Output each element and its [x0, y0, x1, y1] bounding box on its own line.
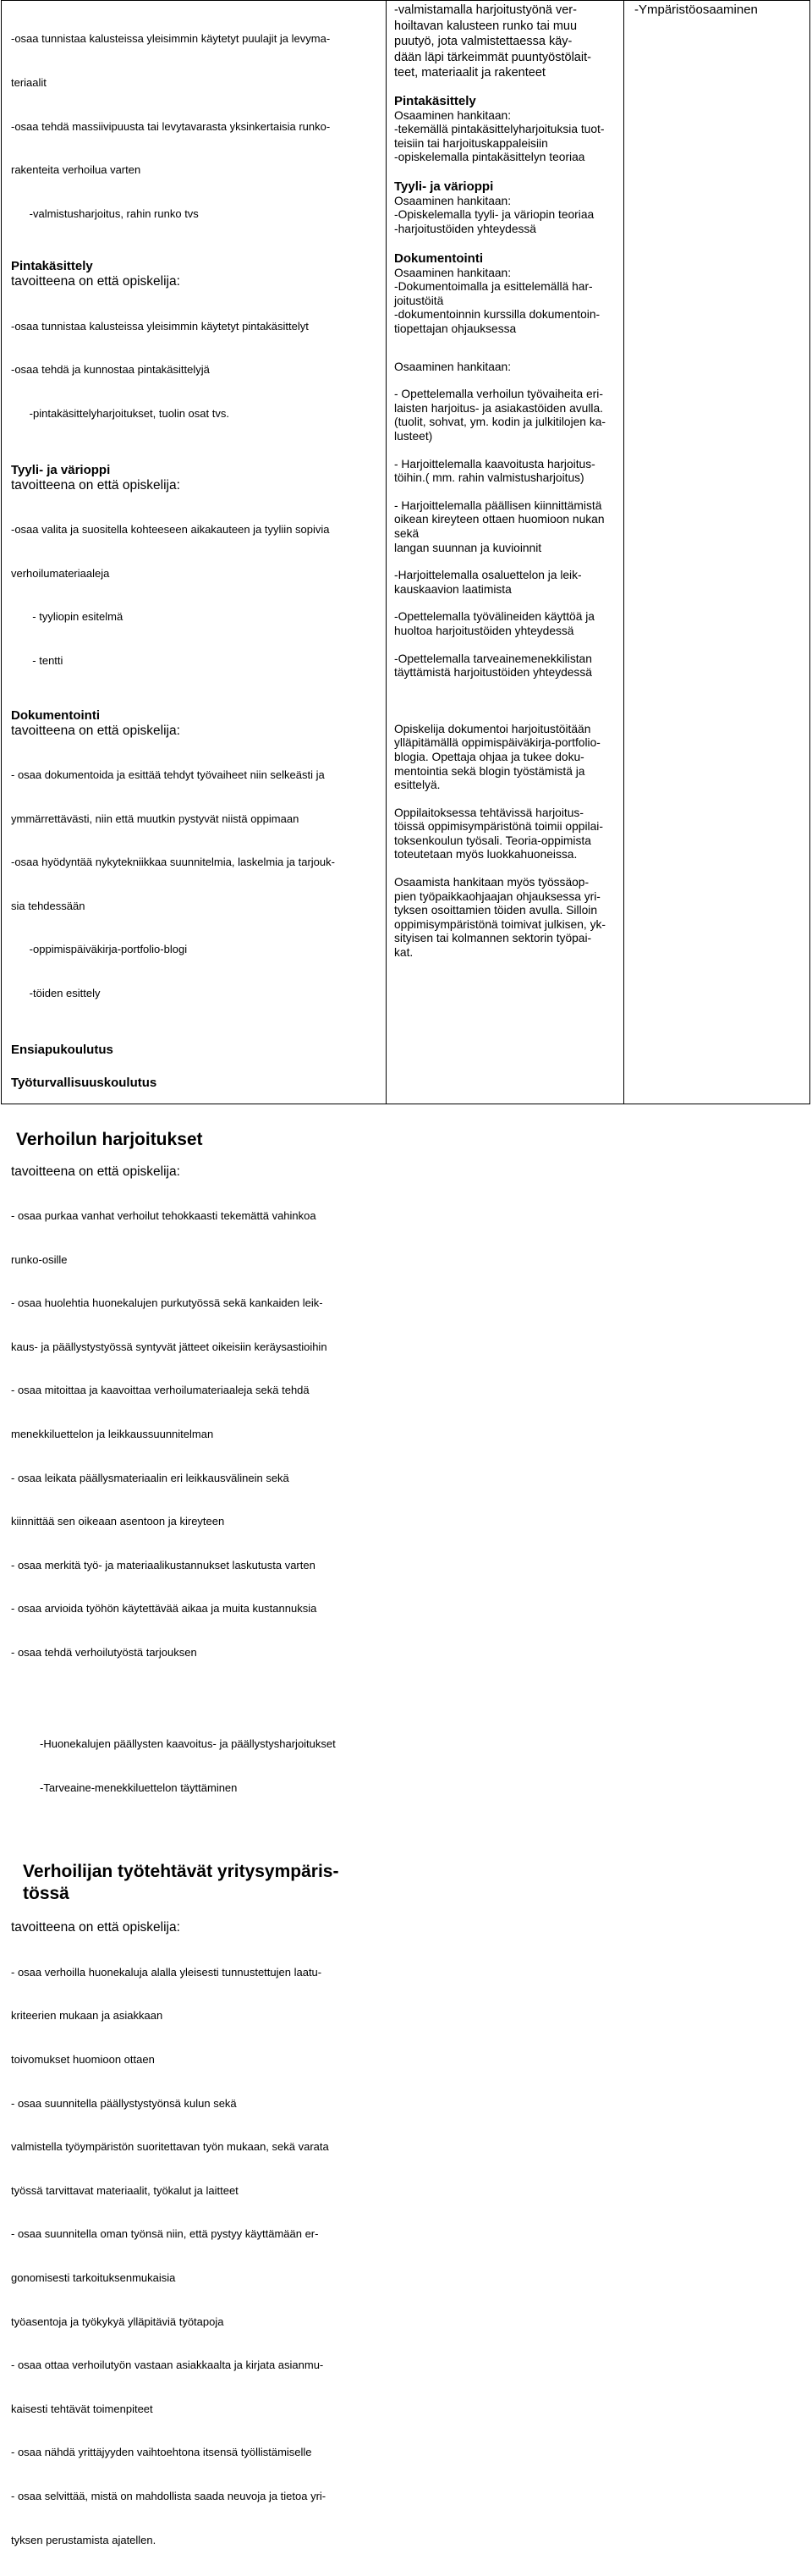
section-heading-tyyli: Tyyli- ja värioppi [11, 462, 111, 477]
intro-block: -valmistamalla harjoitustyönä ver- hoiltavan kalusteen runko tai muu puutyö, jota valmistettaessa käy- dään läpi tärkeimmät puuntyöstölait- teet, materiaalit ja rakenteet [394, 3, 591, 80]
method-group: -Opettelemalla työvälineiden käyttöä ja huoltoa harjoitustöiden yhteydessä [394, 610, 595, 637]
methods-column [388, 0, 622, 960]
section-heading-tyoturvallisuus: Työturvallisuuskoulutus [11, 1075, 157, 1090]
section-heading-pintakasittely: Pintakäsittely [11, 259, 93, 274]
section-lead: tavoitteena on että opiskelija: [11, 723, 180, 738]
section-lead: Osaaminen hankitaan: [394, 194, 512, 207]
section-heading-ensiapu: Ensiapukoulutus [11, 1042, 113, 1057]
section-body: -osaa valita ja suositella kohteeseen aikakauteen ja tyyliin sopivia verhoilumateriaaleja - tyyliopin esitelmä - tentti [11, 523, 330, 667]
section-body: - osaa purkaa vanhat verhoilut tehokkaasti tekemättä vahinkoa runko-osille - osaa huolehtia huonekalujen purkutyössä sekä kankaiden leik- kaus- ja päällystystyössä syntyvät jätteet oikeisiin keräysastioihin - osaa mitoittaa ja kaavoittaa verhoilumateriaaleja sekä tehdä menekkiluettelon ja leikkaussuunnitelman - osaa leikata päällysmateriaalin eri leikkausvälinein sekä kiinnittää sen oikeaan asentoon ja kireyteen - osaa merkitä työ- ja materiaalikustannukset laskutusta varten - osaa arvioida työhön käytettävää aikaa ja muita kustannuksia - osaa tehdä verhoilutyöstä tarjouksen [11, 1209, 327, 1660]
section-body: -Opiskelemalla tyyli- ja väriopin teoriaa -harjoitustöiden yhteydessä [394, 208, 595, 236]
section-lead: Osaaminen hankitaan: [394, 108, 512, 122]
exercise-list: -Huonekalujen päällysten kaavoitus- ja päällystysharjoitukset -Tarveaine-menekkiluettelon täyttäminen [40, 1737, 336, 1794]
section-heading-tyyli: Tyyli- ja värioppi [394, 179, 494, 194]
section-lead: tavoitteena on että opiskelija: [11, 1164, 180, 1179]
column-divider [623, 0, 624, 1104]
section-body: -Dokumentoimalla ja esittelemällä har- joitustöitä -dokumentoinnin kurssilla dokumentoin- tiopettajan ohjauksessa [394, 280, 601, 336]
objectives-column [2, 0, 384, 2576]
section-lead: tavoitteena on että opiskelija: [11, 1920, 180, 1935]
method-group: - Harjoittelemalla päällisen kiinnittämistä oikean kireyteen ottaen huomioon nukan sekä langan suunnan ja kuvioinnit [394, 498, 605, 554]
section-heading-dokumentointi: Dokumentointi [11, 707, 100, 723]
method-group: Opiskelija dokumentoi harjoitustöitään ylläpitämällä oppimispäiväkirja-portfolio- blogia. Opettaja ohjaa ja tukee doku- mentointia sekä blogin työstämistä ja esittelyä. [394, 722, 601, 792]
method-group: -Opettelemalla tarveainemenekkilistan täyttämistä harjoitustöiden yhteydessä [394, 652, 592, 680]
intro-block: -osaa tunnistaa kalusteissa yleisimmin käytetyt puulajit ja levyma- teriaalit -osaa tehdä massiivipuusta tai levytavarasta yksinkertaisia runko- rakenteita verhoilua varten -valmistusharjoitus, rahin runko tvs [11, 32, 331, 220]
method-group: -Harjoittelemalla osaluettelon ja leik- kauskaavion laatimista [394, 569, 582, 596]
section-body: -osaa tunnistaa kalusteissa yleisimmin käytetyt pintakäsittelyt -osaa tehdä ja kunnostaa pintakäsittelyjä -pintakäsittelyharjoitukset, tuolin osat tvs. [11, 319, 309, 421]
section-lead: Osaaminen hankitaan: [394, 360, 512, 373]
section-heading-yritys: Verhoilijan työtehtävät yritysympäris- tössä [23, 1862, 339, 1904]
section-lead: Osaaminen hankitaan: [394, 266, 512, 279]
method-group: Osaamista hankitaan myös työssäop- pien työpaikkaohjaajan ohjauksessa yri- tyksen osoittamien töiden avulla. Silloin oppimisympäristönä toimivat julkisen, yk- sityisen tai kolmannen sektorin työpai- kat. [394, 876, 606, 960]
competence-item: -Ympäristöosaaminen [634, 3, 758, 17]
section-body: - osaa dokumentoida ja esittää tehdyt työvaiheet niin selkeästi ja ymmärrettävästi, niin että muutkin pystyvät niistä oppimaan -osaa hyödyntää nykytekniikkaa suunnitelmia, laskelmia ja tarjouk- sia tehdessään -oppimispäiväkirja-portfolio-blogi -töiden esittely [11, 768, 335, 999]
section-heading-dokumentointi: Dokumentointi [394, 250, 483, 266]
section-body: - osaa verhoilla huonekaluja alalla yleisesti tunnustettujen laatu- kriteerien mukaan ja asiakkaan toivomukset huomioon ottaen - osaa suunnitella päällystystyönsä kulun sekä valmistella työympäristön suoritettavan työn mukaan, sekä varata työssä tarvittavat materiaalit, työkalut ja laitteet - osaa suunnitella oman työnsä niin, että pystyy käyttämään er- gonomisesti tarkoituksenmukaisia työasentoja ja työkykyä ylläpitäviä työtapoja - osaa ottaa verhoilutyön vastaan asiakkaalta ja kirjata asianmu- kaisesti tehtävät toimenpiteet - osaa nähdä yrittäjyyden vaihtoehtona itsensä työllistämiselle - osaa selvittää, mistä on mahdollista saada neuvoja ja tietoa yri- tyksen perustamista ajatellen. [11, 1965, 329, 2546]
column-divider [386, 0, 387, 1104]
method-group: Oppilaitoksessa tehtävissä harjoitus- töissä oppimisympäristönä toimii oppilai- toksenkoulun työsali. Teoria-oppimista toteutetaan myös luokkahuoneissa. [394, 806, 603, 861]
section-heading-verhoilu: Verhoilun harjoitukset [16, 1129, 203, 1149]
section-heading-pintakasittely: Pintakäsittely [394, 93, 476, 108]
competence-column [626, 0, 810, 18]
section-body: -tekemällä pintakäsittelyharjoituksia tuot- teisiin tai harjoituskappaleisiin -opiskelemalla pintakäsittelyn teoriaa [394, 123, 605, 164]
section-lead: tavoitteena on että opiskelija: [11, 274, 180, 289]
section-lead: tavoitteena on että opiskelija: [11, 477, 180, 493]
method-group: - Harjoittelemalla kaavoitusta harjoitus- töihin.( mm. rahin valmistusharjoitus) [394, 457, 595, 485]
method-group: - Opettelemalla verhoilun työvaiheita eri- laisten harjoitus- ja asiakastöiden avulla. (tuolit, sohvat, ym. kodin ja julkitilojen ka- lusteet) [394, 388, 606, 443]
